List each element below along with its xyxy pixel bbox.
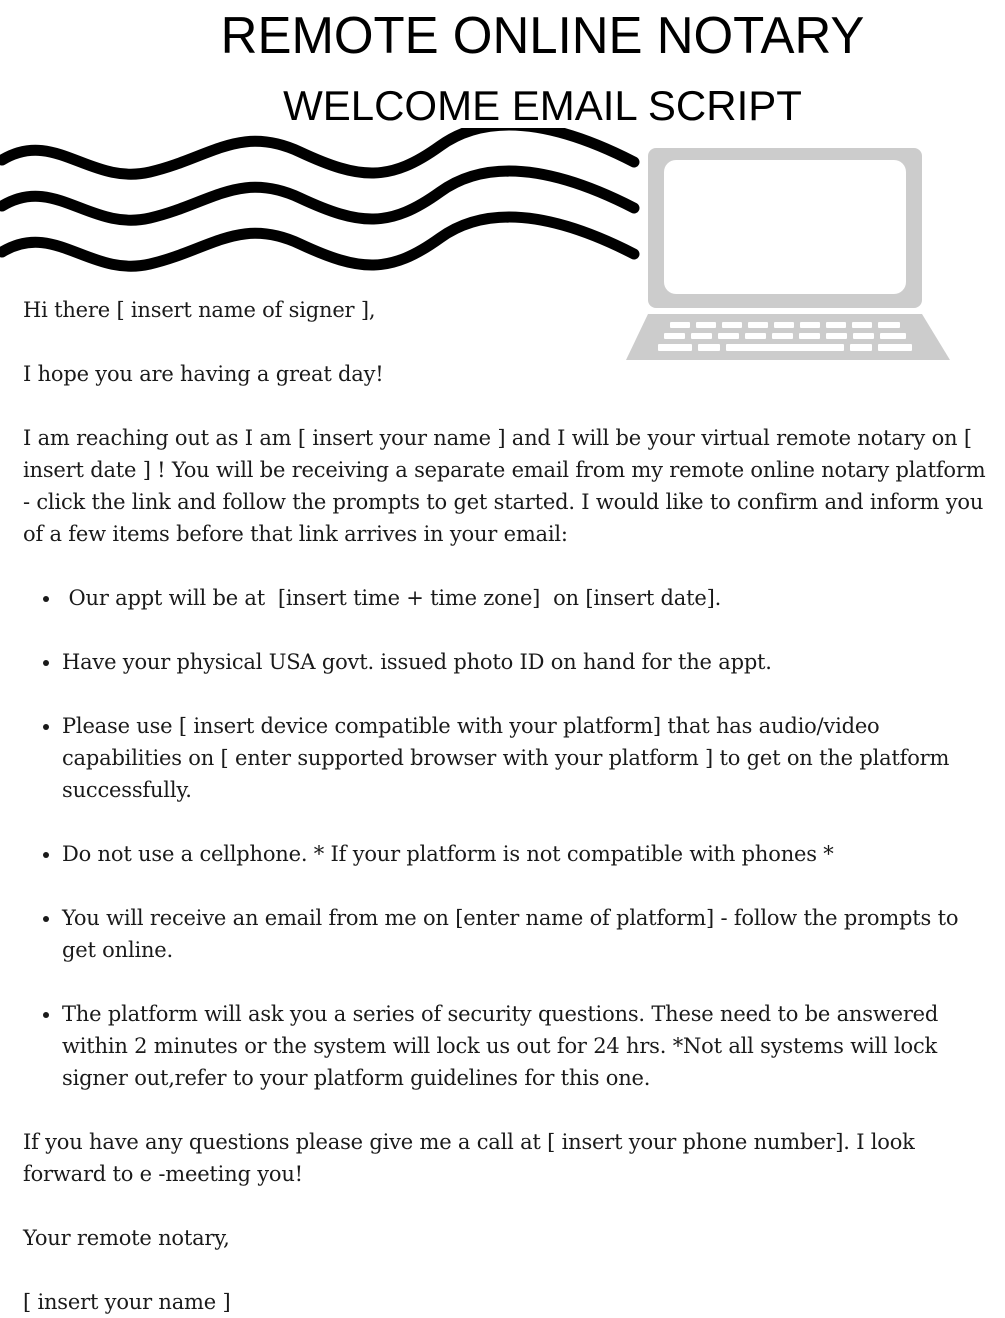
list-item: • Do not use a cellphone. * If your platform is not compatible with phones * <box>62 838 993 870</box>
signature: [ insert your name ] <box>23 1290 231 1314</box>
intro-paragraph: I am reaching out as I am [ insert your name ] and I will be your virtual remote notary on [ insert date ] ! You will be receiving a separate email from my remote online notary platform - click the link and follow the prompts to get started. I would like to confirm and inform you of a few items before that link arrives in your email: <box>23 426 986 546</box>
list-item: • Have your physical USA govt. issued photo ID on hand for the appt. <box>62 646 993 678</box>
email-body <box>23 294 993 1318</box>
list-item: • Please use [ insert device compatible with your platform] that has audio/video capabilities on [ enter supported browser with your platform ] to get on the platform successfully. <box>62 710 993 806</box>
list-item: • The platform will ask you a series of security questions. These need to be answered within 2 minutes or the system will lock us out for 24 hrs. *Not all systems will lock signer out,refer to your platform guidelines for this one. <box>62 998 993 1094</box>
greeting: Hi there [ insert name of signer ], <box>23 298 376 322</box>
page-subtitle: WELCOME EMAIL SCRIPT <box>283 82 802 129</box>
list-item: • You will receive an email from me on [enter name of platform] - follow the prompts to get online. <box>62 902 993 966</box>
signoff: Your remote notary, <box>23 1226 230 1250</box>
wavy-lines-icon <box>0 128 640 288</box>
list-item: • Our appt will be at [insert time + time zone] on [insert date]. <box>62 582 993 614</box>
closing-paragraph: If you have any questions please give me a call at [ insert your phone number]. I look forward to e -meeting you! <box>23 1130 915 1186</box>
wish-line: I hope you are having a great day! <box>23 362 384 386</box>
checklist <box>23 582 993 1094</box>
page-title: REMOTE ONLINE NOTARY <box>220 7 865 65</box>
